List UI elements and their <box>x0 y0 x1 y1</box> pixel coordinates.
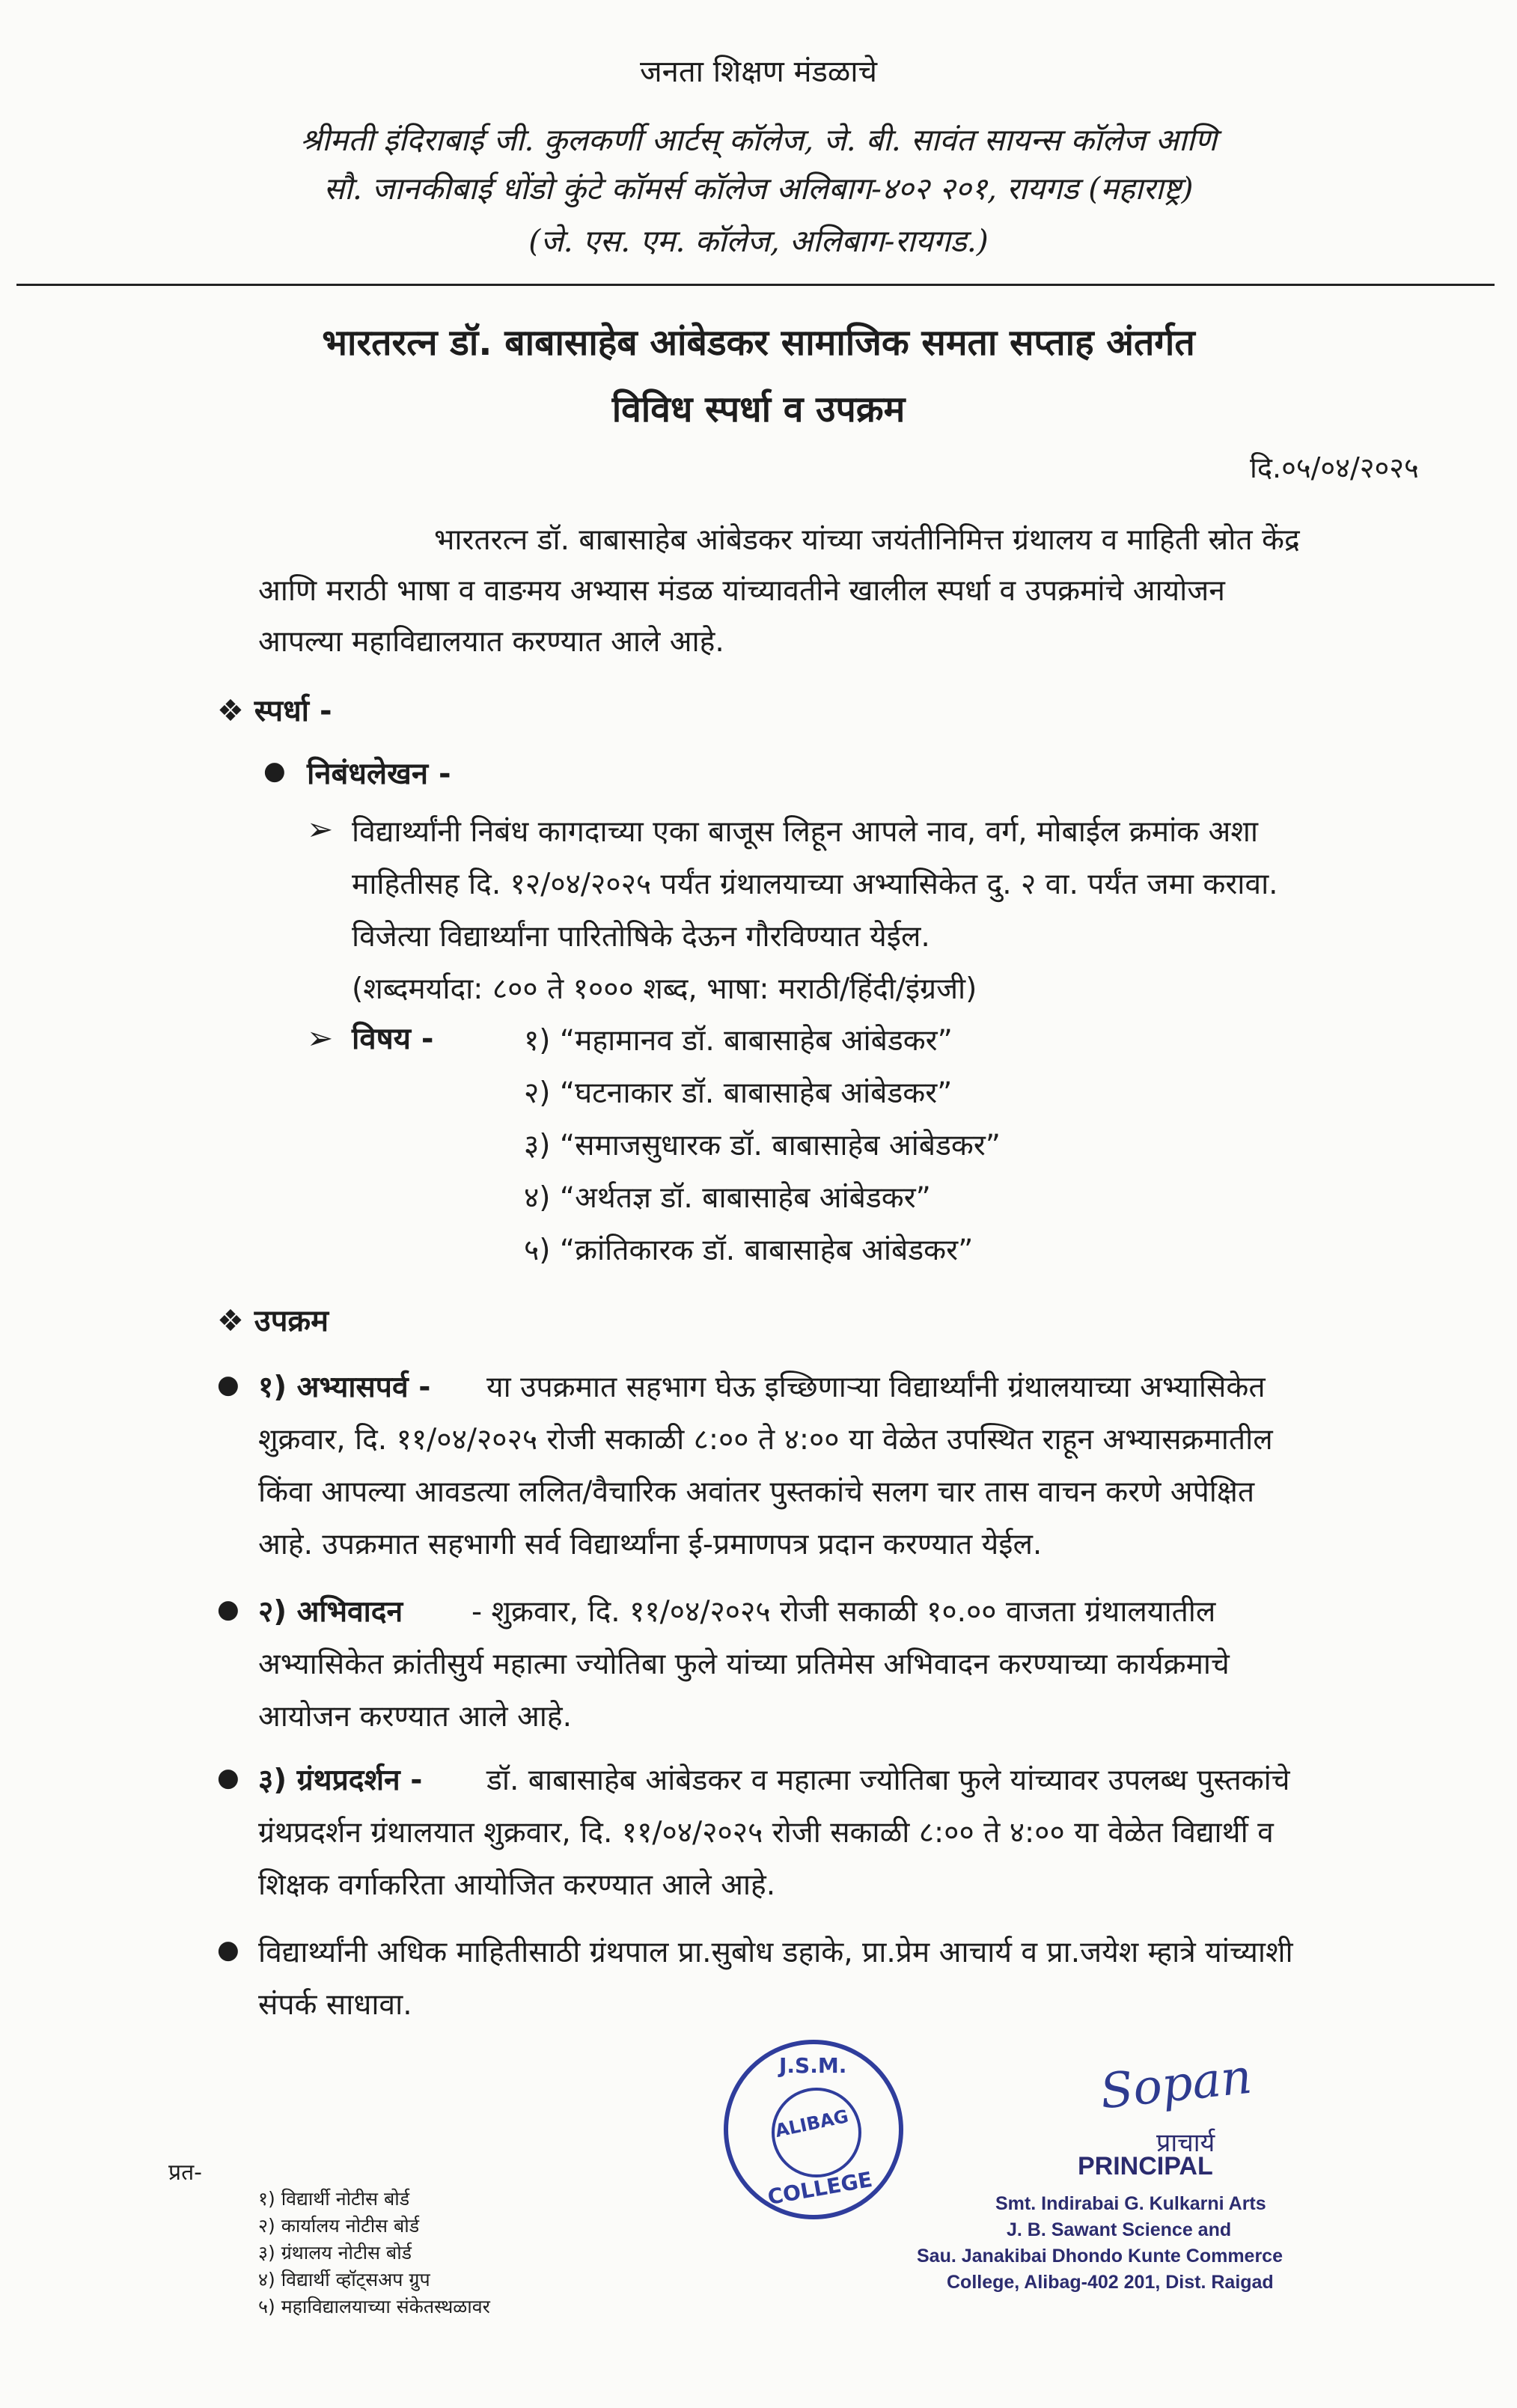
principal-signature: Sopan <box>1097 2049 1255 2121</box>
activity-3-line-1: डॉ. बाबासाहेब आंबेडकर व महात्मा ज्योतिबा फुले यांच्यावर उपलब्ध पुस्तकांचे <box>486 1764 1290 1797</box>
activity-2-title: २) अभिवादन <box>258 1595 403 1629</box>
activity-1-line-4: आहे. उपक्रमात सहभागी सर्व विद्यार्थ्यांना ई-प्रमाणपत्र प्रदान करण्यात येईल. <box>258 1528 1043 1561</box>
notice-title-line-2: विविध स्पर्धा व उपक्रम <box>611 388 906 430</box>
college-stamp <box>724 2040 903 2219</box>
bullet-icon: ● <box>217 1370 239 1400</box>
principal-title: PRINCIPAL <box>1078 2152 1213 2180</box>
essay-text-line-1: विद्यार्थ्यांनी निबंध कागदाच्या एका बाजूस लिहून आपले नाव, वर्ग, मोबाईल क्रमांक अशा <box>352 815 1258 849</box>
activity-3-line-3: शिक्षक वर्गाकरिता आयोजित करण्यात आले आहे. <box>258 1868 776 1902</box>
activity-3-line-2: ग्रंथप्रदर्शन ग्रंथालयात शुक्रवार, दि. ११/०४/२०२५ रोजी सकाळी ८:०० ते ४:०० या वेळेत विद्यार्थी व <box>258 1816 1274 1850</box>
principal-address-line-3: Sau. Janakibai Dhondo Kunte Commerce <box>917 2246 1283 2267</box>
stamp-middle-text: ALIBAG <box>773 2105 851 2142</box>
notice-title-line-1: भारतरत्न डॉ. बाबासाहेब आंबेडकर सामाजिक समता सप्ताह अंतर्गत <box>322 322 1195 364</box>
bullet-icon: ● <box>217 1763 239 1793</box>
college-name-line-2: सौ. जानकीबाई धोंडो कुंटे कॉमर्स कॉलेज अलिबाग-४०२ २०१, रायगड (महाराष्ट्र) <box>323 171 1194 207</box>
activity-2-line-3: आयोजन करण्यात आले आहे. <box>258 1700 572 1734</box>
activity-1-line-3: किंवा आपल्या आवडत्या ललित/वैचारिक अवांतर पुस्तकांचे सलग चार तास वाचन करणे अपेक्षित <box>258 1475 1255 1509</box>
topic-item: ४) “अर्थतज्ञ डॉ. बाबासाहेब आंबेडकर” <box>524 1181 931 1215</box>
essay-text-line-2: माहितीसह दि. १२/०४/२०२५ पर्यंत ग्रंथालयाच्या अभ्यासिकेत दु. २ वा. पर्यंत जमा करावा. <box>352 868 1278 901</box>
essay-competition-title: निबंधलेखन - <box>307 757 451 791</box>
stamp-bottom-text: COLLEGE <box>766 2166 875 2210</box>
copy-item: २) कार्यालय नोटीस बोर्ड <box>258 2215 420 2237</box>
intro-line-1: भारतरत्न डॉ. बाबासाहेब आंबेडकर यांच्या जयंतीनिमित्त ग्रंथालय व माहिती स्रोत केंद्र <box>434 523 1300 557</box>
principal-address-line-1: Smt. Indirabai G. Kulkarni Arts <box>995 2193 1266 2214</box>
intro-line-2: आणि मराठी भाषा व वाङमय अभ्यास मंडळ यांच्यावतीने खालील स्पर्धा व उपक्रमांचे आयोजन <box>258 574 1225 608</box>
activity-2-line-1: - शुक्रवार, दि. ११/०४/२०२५ रोजी सकाळी १०.०० वाजता ग्रंथालयातील <box>471 1595 1216 1629</box>
intro-line-3: आपल्या महाविद्यालयात करण्यात आले आहे. <box>258 625 724 659</box>
copy-item: ५) महाविद्यालयाच्या संकेतस्थळावर <box>258 2296 490 2317</box>
activity-2-line-2: अभ्यासिकेत क्रांतीसुर्य महात्मा ज्योतिबा फुले यांच्या प्रतिमेस अभिवादन करण्याच्या कार्यक्रमाचे <box>258 1648 1230 1681</box>
topic-item: ५) “क्रांतिकारक डॉ. बाबासाहेब आंबेडकर” <box>524 1234 974 1267</box>
stamp-top-text: J.S.M. <box>779 2053 847 2078</box>
copy-item: ३) ग्रंथालय नोटीस बोर्ड <box>258 2242 412 2264</box>
topic-item: १) “महामानव डॉ. बाबासाहेब आंबेडकर” <box>524 1024 953 1058</box>
competitions-heading: ❖ स्पर्धा - <box>217 694 332 728</box>
principal-address-line-2: J. B. Sawant Science and <box>1007 2219 1232 2240</box>
society-name: जनता शिक्षण मंडळाचे <box>639 55 878 89</box>
bullet-icon: ● <box>263 756 286 786</box>
college-short-name: (जे. एस. एम. कॉलेज, अलिबाग-रायगड.) <box>528 223 989 259</box>
principal-address-line-4: College, Alibag-402 201, Dist. Raigad <box>947 2272 1274 2293</box>
copies-list <box>258 2186 490 2320</box>
copy-item: ४) विद्यार्थी व्हॉट्सअप ग्रुप <box>258 2269 430 2290</box>
topics-label: विषय - <box>352 1022 434 1056</box>
contact-line-2: संपर्क साधावा. <box>258 1988 412 2022</box>
arrow-bullet-icon: ➢ <box>307 1019 334 1056</box>
essay-text-line-4: (शब्दमर्यादा: ८०० ते १००० शब्द, भाषा: मराठी/हिंदी/इंग्रजी) <box>352 972 977 1006</box>
topic-item: २) “घटनाकार डॉ. बाबासाहेब आंबेडकर” <box>524 1076 953 1110</box>
college-name-line-1: श्रीमती इंदिराबाई जी. कुलकर्णी आर्टस् कॉलेज, जे. बी. सावंत सायन्स कॉलेज आणि <box>300 122 1217 158</box>
activity-1-line-1: या उपक्रमात सहभाग घेऊ इच्छिणाऱ्या विद्यार्थ्यांनी ग्रंथालयाच्या अभ्यासिकेत <box>486 1371 1266 1404</box>
notice-date: दि.०५/०४/२०२५ <box>1250 451 1419 484</box>
copy-item: १) विद्यार्थी नोटीस बोर्ड <box>258 2188 410 2210</box>
activity-3-title: ३) ग्रंथप्रदर्शन - <box>258 1764 423 1797</box>
activity-1-line-2: शुक्रवार, दि. ११/०४/२०२५ रोजी सकाळी ८:०० ते ४:०० या वेळेत उपस्थित राहून अभ्यासक्रमातील <box>258 1423 1273 1457</box>
bullet-icon: ● <box>217 1594 239 1624</box>
topic-item: ३) “समाजसुधारक डॉ. बाबासाहेब आंबेडकर” <box>524 1129 1001 1162</box>
copies-label: प्रत- <box>168 2159 202 2186</box>
activity-1-title: १) अभ्यासपर्व - <box>258 1371 431 1404</box>
principal-title-marathi: प्राचार्य <box>1156 2128 1215 2158</box>
header-divider <box>16 284 1495 286</box>
contact-line-1: विद्यार्थ्यांनी अधिक माहितीसाठी ग्रंथपाल प्रा.सुबोध डहाके, प्रा.प्रेम आचार्य व प्रा.जयेश म्हात्रे यांच्याशी <box>258 1936 1293 1969</box>
activities-heading: ❖ उपक्रम <box>217 1304 329 1338</box>
arrow-bullet-icon: ➢ <box>307 811 334 847</box>
essay-text-line-3: विजेत्या विद्यार्थ्यांना पारितोषिके देऊन गौरविण्यात येईल. <box>352 920 930 954</box>
bullet-icon: ● <box>217 1935 239 1965</box>
